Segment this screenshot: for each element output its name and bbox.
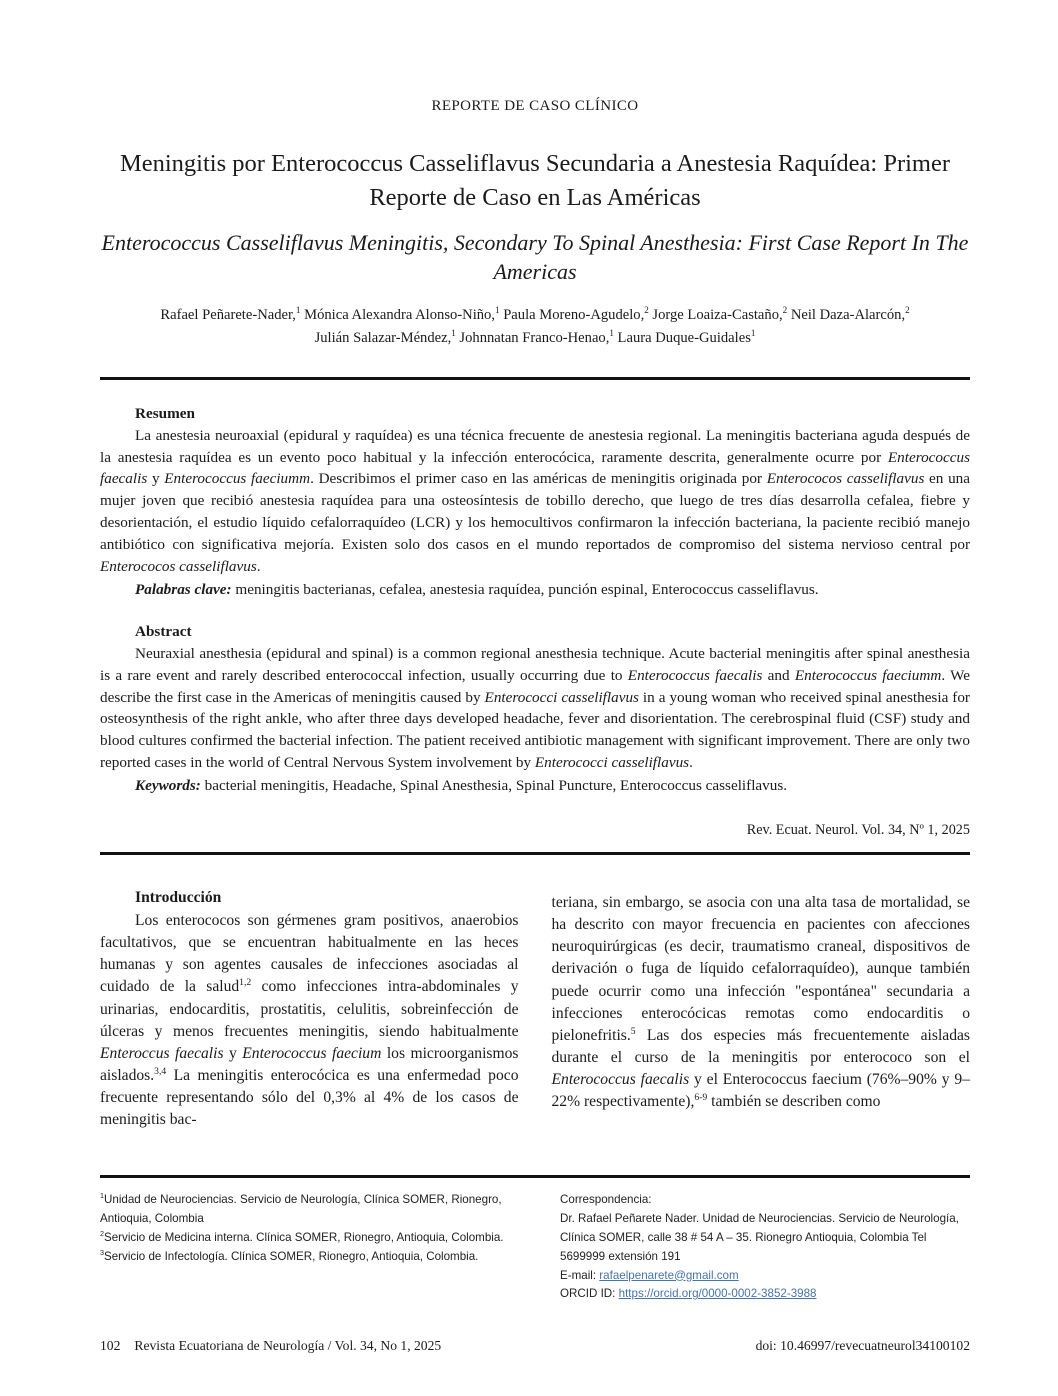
article-title: Meningitis por Enterococcus Casseliflavus Secundaria a Anestesia Raquídea: Primer Reporte de Caso en Las Américas bbox=[119, 150, 951, 211]
correspondence-heading: Correspondencia: bbox=[560, 1193, 652, 1207]
intro-paragraph-right: teriana, sin embargo, se asocia con una alta tasa de mortalidad, se ha descrito con mayor frecuencia en pacientes con afecciones neuroquirúrgicas (es decir, traumatismo craneal, dispositivos de derivación o fuga de líquido cefalorraquídeo), aunque también puede ocurrir como una infección "espontánea" secundaria a infecciones enterocócicas remotas como endocarditis o pielonefritis.$^5$ Las dos especies más frecuentemente aisladas durante el curso de la meningitis por enterococo son el Enterococcus faecalis y el Enterococcus faecium (76%–90% y 9–22% respectivamente),$^{6-9}$ también se describen como bbox=[551, 894, 970, 1111]
intro-heading: Introducción bbox=[135, 889, 222, 907]
email-link[interactable]: rafaelpenarete@gmail.com bbox=[599, 1268, 739, 1282]
affiliation-1: $^1$Unidad de Neurociencias. Servicio de Neurología, Clínica SOMER, Rionegro, Antioquia, Colombia bbox=[100, 1191, 502, 1226]
palabras-clave-label: Palabras clave: bbox=[135, 580, 232, 598]
email-label: E-mail: bbox=[560, 1268, 600, 1282]
keywords-text: bacterial meningitis, Headache, Spinal Anesthesia, Spinal Puncture, Enterococcus casseliflavus. bbox=[200, 777, 788, 795]
footnotes-section bbox=[100, 1191, 970, 1304]
palabras-clave-text: meningitis bacterianas, cefalea, anestesia raquídea, punción espinal, Enterococcus casseliflavus. bbox=[231, 580, 819, 598]
abstract-section bbox=[100, 623, 970, 797]
journal-reference: Rev. Ecuat. Neurol. Vol. 34, Nº 1, 2025 bbox=[746, 822, 970, 839]
footer-journal-info bbox=[100, 1338, 441, 1354]
correspondence-email-line bbox=[560, 1267, 970, 1286]
page-footer bbox=[100, 1338, 970, 1354]
intro-column-left bbox=[100, 889, 519, 1131]
abstract-heading: Abstract bbox=[135, 622, 192, 640]
affiliations-block bbox=[100, 1191, 520, 1304]
footnote-divider bbox=[100, 1175, 970, 1178]
correspondence-block bbox=[560, 1191, 970, 1304]
keywords-label: Keywords: bbox=[135, 777, 201, 795]
article-subtitle-english: Enterococcus Casseliflavus Meningitis, Secondary To Spinal Anesthesia: First Case Report In The Americas bbox=[101, 229, 969, 285]
article-content bbox=[0, 98, 1058, 1304]
header-divider bbox=[100, 377, 970, 380]
abstract-paragraph: Neuraxial anesthesia (epidural and spinal) is a common regional anesthesia technique. Acute bacterial meningitis after spinal anesthesia is a rare event and rarely described enterococcal infection, usually occurring due to Enterococcus faecalis and Enterococcus faeciumm. We describe the first case in the Americas of meningitis caused by Enterococci casseliflavus in a young woman who received spinal anesthesia for osteosynthesis of the right ankle, who after three days developed headache, fever and disorientation. The cerebrospinal fluid (CSF) study and blood cultures confirmed the bacterial infection. The patient received antibiotic management with significant improvement. There are only two reported cases in the world of Central Nervous System involvement by Enterococci casseliflavus. bbox=[100, 644, 970, 772]
correspondence-address: Dr. Rafael Peñarete Nader. Unidad de Neurociencias. Servicio de Neurología, Clínica SOMER, calle 38 # 54 A – 35. Rionegro Antioquia, Colombia Tel 5699999 extensión 191 bbox=[560, 1212, 959, 1263]
orcid-label: ORCID ID: bbox=[560, 1287, 619, 1301]
category-label: REPORTE DE CASO CLÍNICO bbox=[431, 98, 639, 114]
page-number: 102 bbox=[100, 1338, 121, 1353]
resumen-section bbox=[100, 405, 970, 601]
correspondence-orcid-line bbox=[560, 1285, 970, 1304]
footer-journal-line: Revista Ecuatoriana de Neurología / Vol. 34, No 1, 2025 bbox=[134, 1338, 442, 1353]
affiliation-2: $^2$Servicio de Medicina interna. Clínica SOMER, Rionegro, Antioquia, Colombia. bbox=[100, 1229, 504, 1244]
resumen-keywords bbox=[100, 579, 970, 601]
affiliation-3: $^3$Servicio de Infectología. Clínica SOMER, Rionegro, Antioquia, Colombia. bbox=[100, 1247, 479, 1263]
intro-column-right bbox=[552, 889, 971, 1131]
abstract-keywords bbox=[100, 775, 970, 797]
abstract-divider bbox=[100, 852, 970, 855]
authors-line-1: Rafael Peñarete-Nader,$^1$ Mónica Alexandra Alonso-Niño,$^1$ Paula Moreno-Agudelo,$^2$ Jorge Loaiza-Castaño,$^2$ Neil Daza-Alarcón,$^2$ bbox=[160, 305, 910, 323]
footer-doi: doi: 10.46997/revecuatneurol34100102 bbox=[755, 1338, 970, 1353]
resumen-heading: Resumen bbox=[135, 404, 195, 422]
authors-block bbox=[100, 304, 970, 351]
authors-line-2: Julián Salazar-Méndez,$^1$ Johnnatan Franco-Henao,$^1$ Laura Duque-Guidales$^1$ bbox=[314, 328, 756, 347]
introduction-section bbox=[100, 889, 970, 1131]
resumen-paragraph: La anestesia neuroaxial (epidural y raquídea) es una técnica frecuente de anestesia regional. La meningitis bacteriana aguda después de la anestesia raquídea es un evento poco habitual y la infección enterocócica, raramente descrita, generalmente ocurre por Enterococcus faecalis y Enterococcus faeciumm. Describimos el primer caso en las américas de meningitis originada por Enterococos casseliflavus en una mujer joven que recibió anestesia raquídea para una osteosíntesis de tobillo derecho, que luego de tres días desarrolla cefalea, fiebre y desorientación, el estudio líquido cefalorraquídeo (LCR) y los hemocultivos confirmaron la infección bacteriana, la paciente recibió manejo antibiótico con significativa mejoría. Existen solo dos casos en el mundo reportados de compromiso del sistema nervioso central por Enterococos casseliflavus. bbox=[100, 426, 971, 575]
intro-paragraph-left: Los enterococos son gérmenes gram positivos, anaerobios facultativos, que se encuentran habitualmente en las heces humanas y son agentes causales de infecciones asociadas al cuidado de la salud$^{1,2}$ como infecciones intra-abdominales y urinarias, endocarditis, prostatitis, celulitis, sobreinfección de úlceras y menos frecuentes meningitis, siendo habitualmente Enteroccus faecalis y Enterococcus faecium los microorganismos aislados.$^{3,4}$ La meningitis enterocócica es una enfermedad poco frecuente representando sólo del 0,3% al 4% de los casos de meningitis bac- bbox=[100, 912, 519, 1129]
orcid-link[interactable]: https://orcid.org/0000-0002-3852-3988 bbox=[618, 1287, 817, 1301]
